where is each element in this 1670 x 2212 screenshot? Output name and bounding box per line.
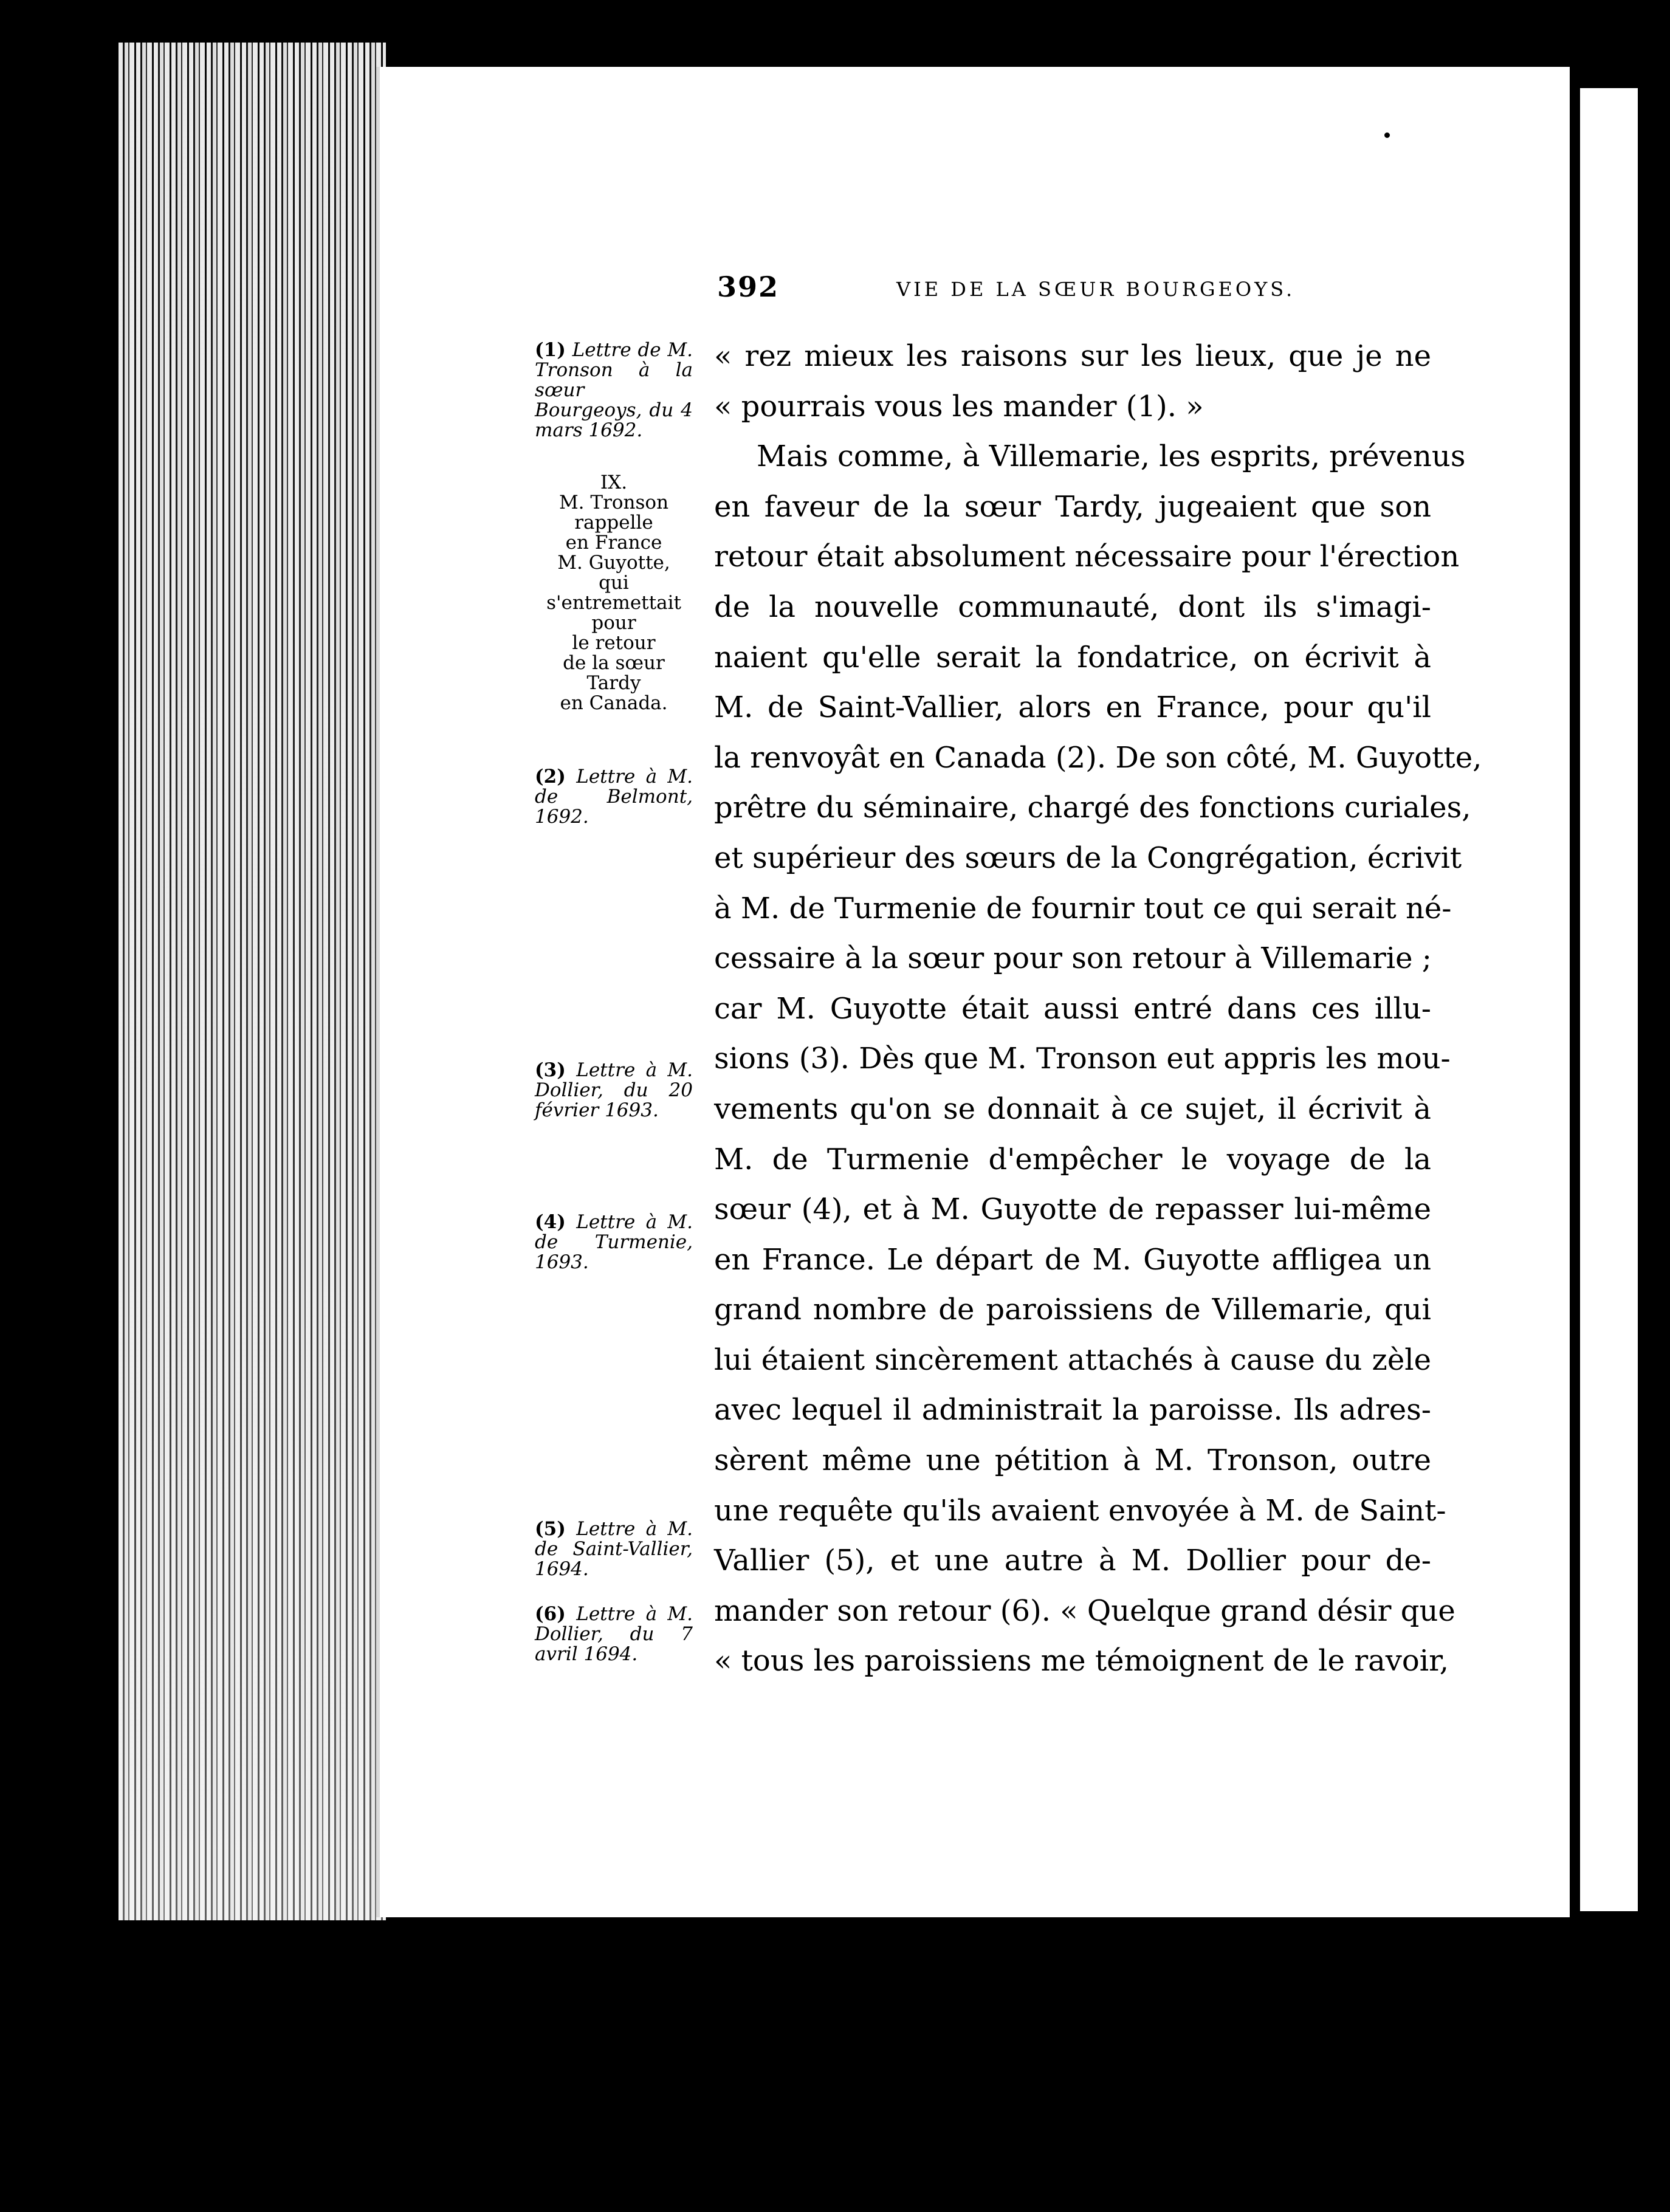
sidenote-line: Tardy (586, 672, 641, 694)
sidenote-line: s'entremettait (546, 592, 681, 614)
margin-note-6: (6) Lettre à M. Dollier, du 7 avril 1694. (535, 1603, 693, 1665)
text-line: prêtre du séminaire, chargé des fonctions curiales, (714, 791, 1471, 825)
text-line: sœur (4), et à M. Guyotte de repasser lui-même (714, 1192, 1431, 1227)
margin-note-2: (2) Lettre à M. de Belmont, 1692. (535, 766, 693, 828)
text-line: Vallier (5), et une autre à M. Dollier pour de- (714, 1544, 1431, 1578)
sidenote-line: en Canada. (560, 692, 668, 714)
text-line: à M. de Turmenie de fournir tout ce qui serait né- (714, 891, 1452, 926)
text-line: une requête qu'ils avaient envoyée à M. de Saint- (714, 1493, 1446, 1528)
margin-note-4: (4) Lettre à M. de Turmenie, 1693. (535, 1211, 693, 1273)
text-line: « rez mieux les raisons sur les lieux, que je ne (714, 339, 1431, 373)
text-line: Mais comme, à Villemarie, les esprits, prévenus (757, 439, 1466, 474)
margin-note-5: (5) Lettre à M. de Saint-Vallier, 1694. (535, 1518, 693, 1580)
text-line: « pourrais vous les mander (1). » (714, 389, 1204, 424)
sidenote-line: qui (599, 572, 629, 594)
sidenote-line: pour (591, 612, 636, 634)
speck-mark (1384, 132, 1390, 138)
text-line: « tous les paroissiens me témoignent de le ravoir, (714, 1644, 1449, 1678)
margin-note-3: (3) Lettre à M. Dollier, du 20 février 1693. (535, 1059, 693, 1121)
text-line: en faveur de la sœur Tardy, jugeaient que son (714, 489, 1431, 524)
page-number: 392 (717, 270, 780, 303)
text-line: en France. Le départ de M. Guyotte affligea un (714, 1242, 1431, 1277)
margin-note-1: (1) Lettre de M. Tronson à la sœur Bourgeoys, du 4 mars 1692. (535, 339, 693, 441)
text-line: vements qu'on se donnait à ce sujet, il écrivit à (714, 1091, 1431, 1126)
running-title: VIE DE LA SŒUR BOURGEOYS. (896, 278, 1296, 301)
text-line: lui étaient sincèrement attachés à cause du zèle (714, 1342, 1431, 1377)
sidenote-line: M. Tronson (558, 492, 669, 514)
text-line: de la nouvelle communauté, dont ils s'imagi- (714, 589, 1431, 624)
page-header (717, 270, 1434, 307)
text-line: grand nombre de paroissiens de Villemarie, qui (714, 1293, 1431, 1327)
text-line: naient qu'elle serait la fondatrice, on écrivit à (714, 640, 1431, 675)
sidenote-line: le retour (572, 632, 656, 654)
sidenote-line: rappelle (574, 512, 653, 534)
text-line: retour était absolument nécessaire pour l'érection (714, 540, 1460, 574)
book-page-edges-shading (119, 43, 386, 1920)
body-text (714, 331, 1482, 1686)
text-line: M. de Turmenie d'empêcher le voyage de la (714, 1142, 1431, 1176)
text-line: avec lequel il administrait la paroisse. Ils adres- (714, 1393, 1431, 1427)
text-line: et supérieur des sœurs de la Congrégation, écrivit (714, 840, 1462, 875)
text-line: car M. Guyotte était aussi entré dans ces illu- (714, 991, 1431, 1026)
text-line: cessaire à la sœur pour son retour à Villemarie ; (714, 941, 1432, 976)
text-line: M. de Saint-Vallier, alors en France, pour qu'il (714, 690, 1431, 725)
sidenote-number: IX. (600, 472, 628, 493)
sidenote-ix (535, 473, 693, 713)
text-line: la renvoyât en Canada (2). De son côté, M. Guyotte, (714, 740, 1482, 775)
sidenote-line: de la sœur (563, 652, 665, 674)
sidenote-line: M. Guyotte, (557, 552, 670, 574)
facing-page-edge (1580, 88, 1638, 1911)
text-line: sèrent même une pétition à M. Tronson, outre (714, 1443, 1431, 1478)
sidenote-line: en France (565, 532, 662, 554)
text-line: mander son retour (6). « Quelque grand désir que (714, 1593, 1455, 1628)
text-line: sions (3). Dès que M. Tronson eut appris les mou- (714, 1042, 1451, 1076)
